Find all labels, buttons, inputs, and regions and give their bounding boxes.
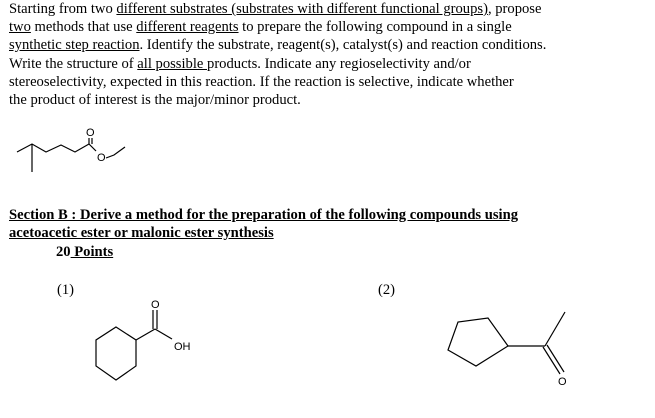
points-label: 20 Points — [56, 244, 114, 260]
question-line-5: stereoselectivity, expected in this reaction. If the reaction is selective, indicate whether — [9, 73, 514, 90]
hydroxyl-label: OH — [174, 341, 191, 353]
question-line-4: Write the structure of all possible products. Indicate any regioselectivity and/or — [9, 55, 471, 72]
compound-2-label: (2) — [378, 282, 396, 298]
ester-carbonyl-oxygen: O — [86, 127, 95, 139]
question-line-1: Starting from two different substrates (substrates with different functional groups), propose — [9, 1, 542, 17]
cyclopentane-ring — [448, 318, 508, 366]
question-line-3: synthetic step reaction. Identify the substrate, reagent(s), catalyst(s) and reaction conditions. — [9, 37, 547, 54]
compound-1-label: (1) — [57, 282, 75, 298]
section-b-title: Section B : Derive a method for the preparation of the following compounds using acetoacetic ester or malonic ester synthesis — [9, 207, 519, 241]
underlined-all-possible: all possible — [137, 55, 208, 72]
methyl-bond — [545, 312, 565, 346]
ester-oxygen: O — [97, 152, 106, 164]
question-line-6: the product of interest is the major/minor product. — [9, 92, 301, 109]
acid-carbonyl-oxygen: O — [151, 299, 160, 311]
ketone-oxygen: O — [558, 376, 567, 388]
question-line-2: two methods that use different reagents to prepare the following compound in a single — [9, 19, 512, 36]
underlined-two: two — [9, 19, 31, 36]
underlined-synthetic-step: synthetic step reaction — [9, 37, 140, 54]
underlined-different-reagents: different reagents — [136, 19, 239, 36]
underlined-different-substrates: different substrates (substrates with different functional groups) — [116, 1, 488, 17]
